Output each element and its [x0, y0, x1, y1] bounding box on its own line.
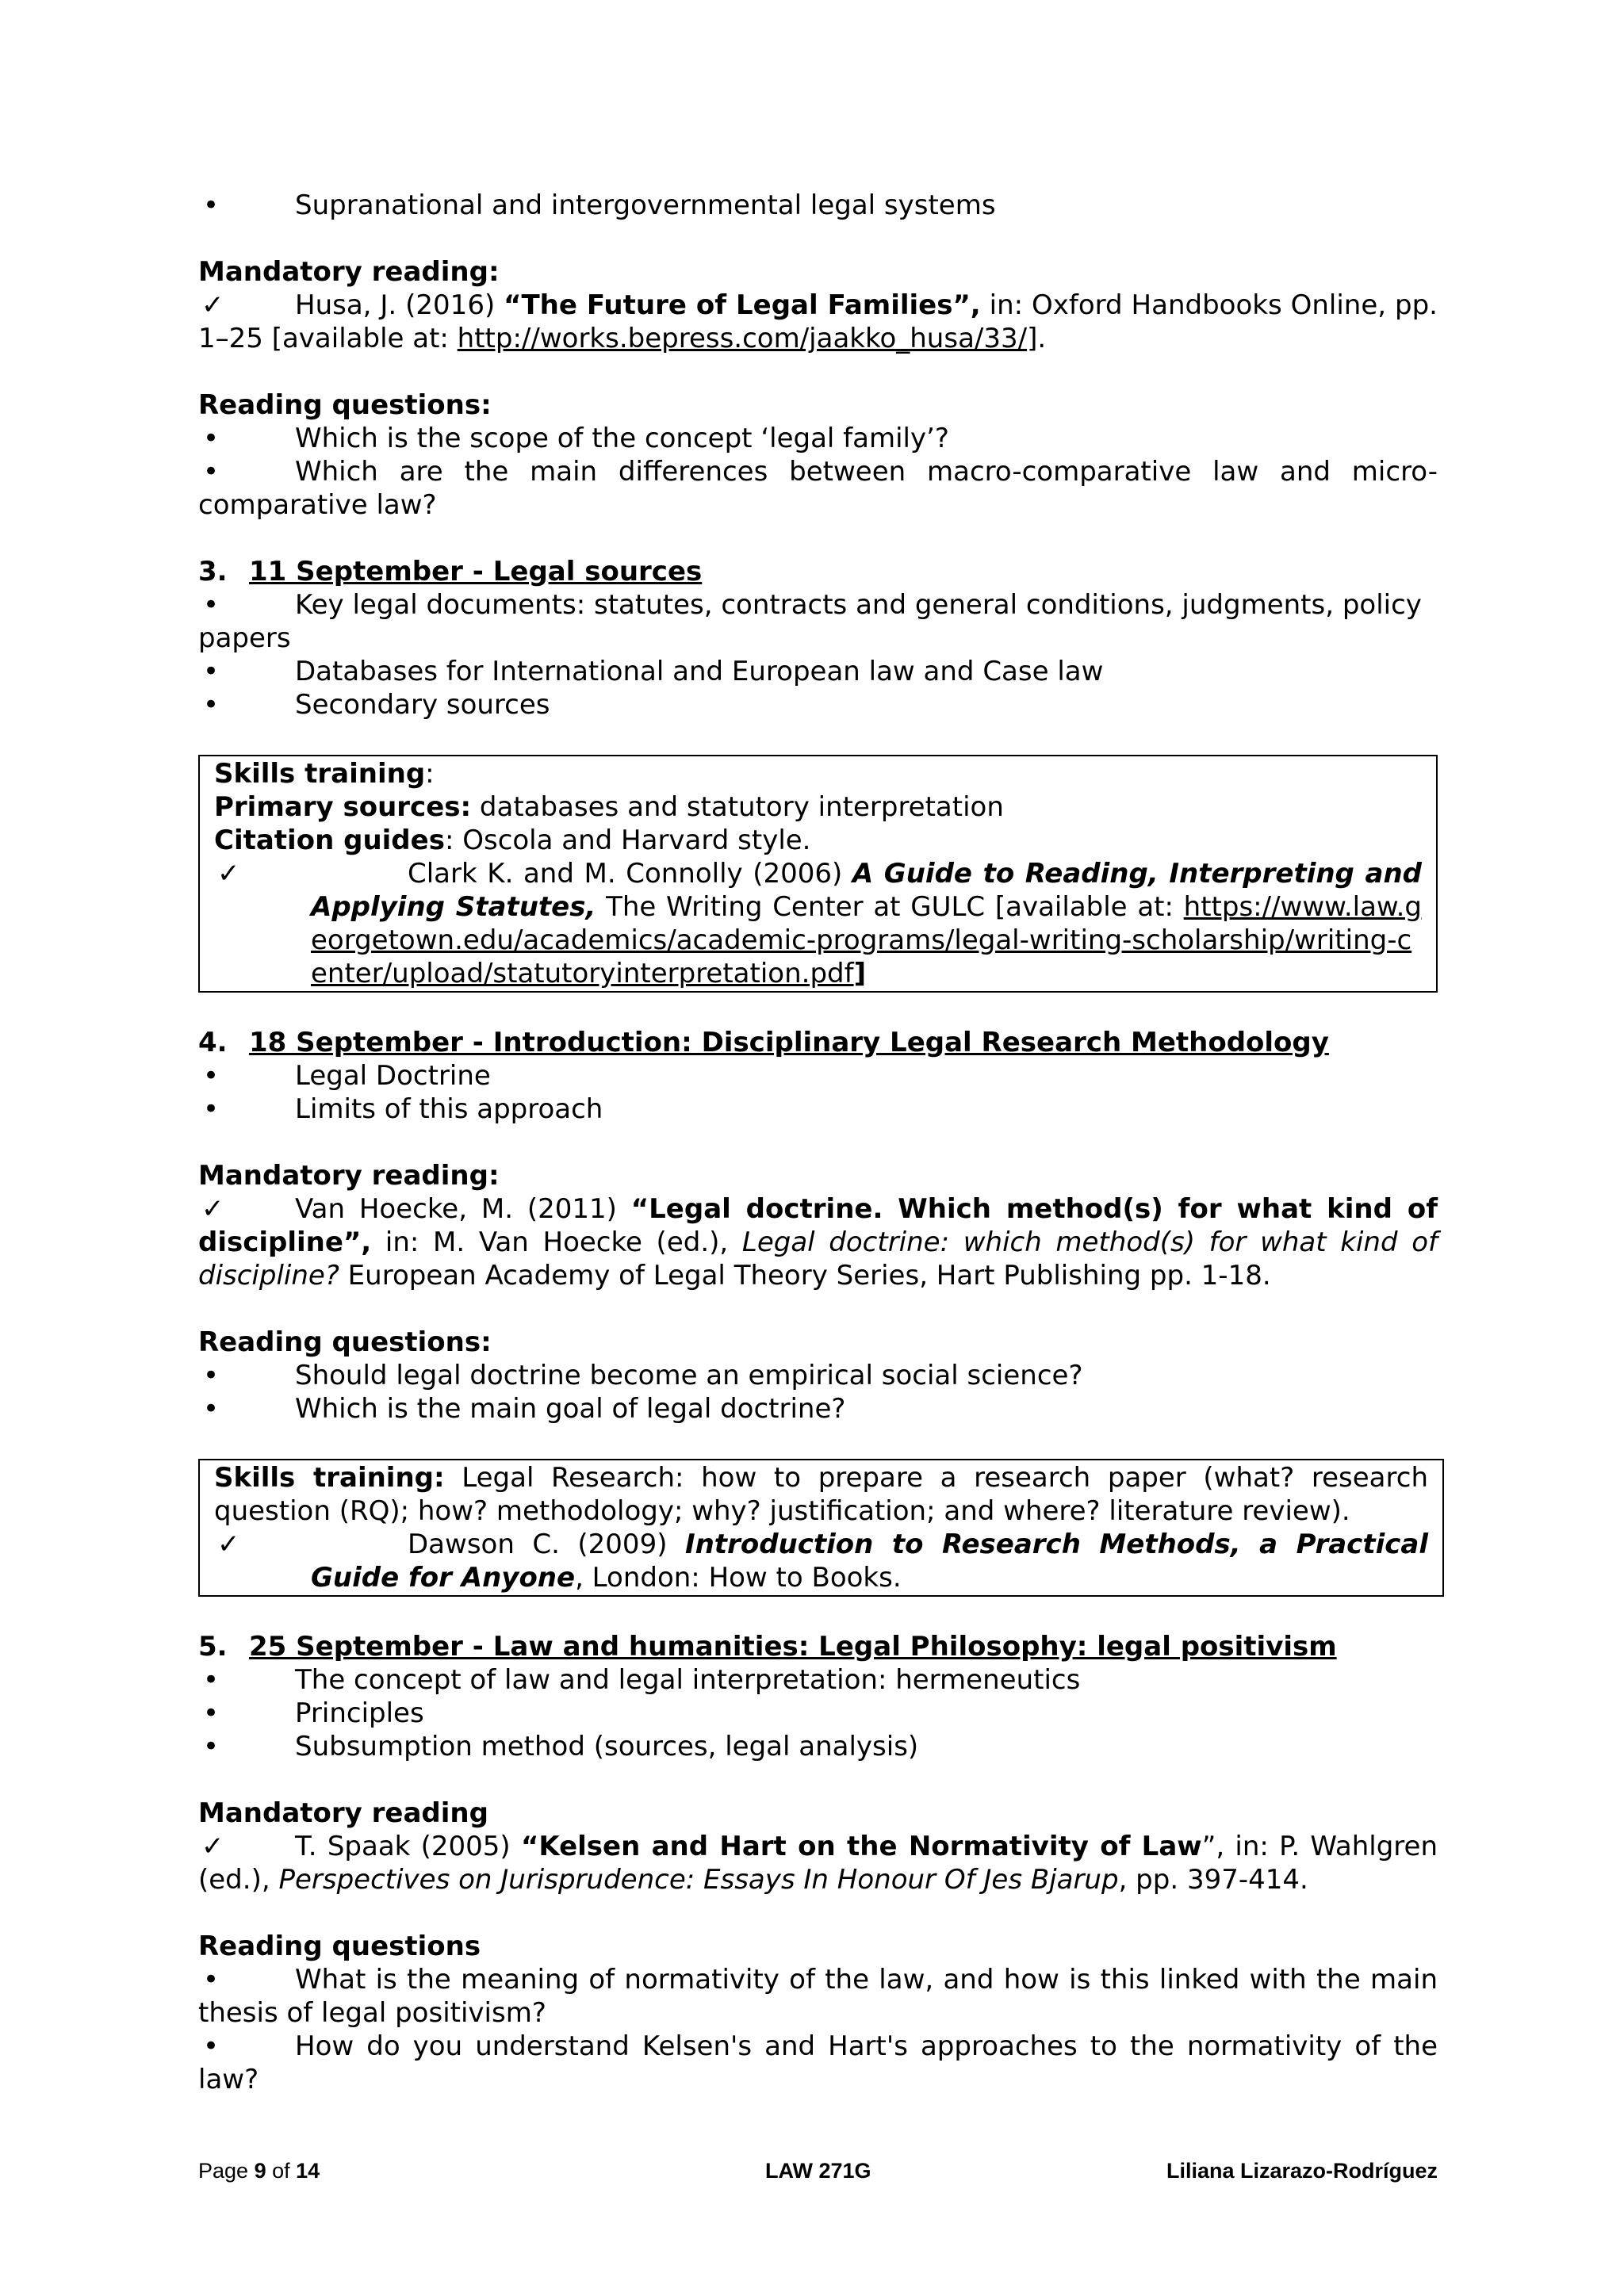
question-item: • Which is the main goal of legal doctrine?	[198, 1392, 1438, 1425]
reference-link[interactable]: http://works.bepress.com/jaakko_husa/33/	[457, 323, 1028, 354]
question-item: • How do you understand Kelsen's and Hart's approaches to the normativity of the law?	[198, 2030, 1438, 2096]
author-name: Liliana Lizarazo-Rodríguez	[1166, 2159, 1438, 2183]
checkmark-icon: ✓	[201, 289, 224, 321]
reading-reference: ✓ Husa, J. (2016) “The Future of Legal Families”, in: Oxford Handbooks Online, pp. 1–25 [available at: http://works.bepress.com/jaakko_husa/33/].	[198, 289, 1438, 354]
question-item: • What is the meaning of normativity of the law, and how is this linked with the main thesis of legal positivism?	[198, 1963, 1438, 2030]
document-page	[198, 189, 1438, 2096]
reading-questions-heading: Reading questions:	[198, 1326, 492, 1358]
course-code: LAW 271G	[765, 2159, 871, 2183]
bullet-item: • Legal Doctrine	[198, 1059, 1438, 1093]
mandatory-reading-heading: Mandatory reading:	[198, 256, 500, 288]
bullet-item: • Supranational and intergovernmental legal systems	[198, 189, 1438, 222]
skills-reference: ✓ Dawson C. (2009) Introduction to Research Methods, a Practical Guide for Anyone, London: How to Books.	[217, 1529, 1428, 1594]
bullet-item: • Limits of this approach	[198, 1093, 1438, 1126]
bullet-item: • Subsumption method (sources, legal analysis)	[198, 1730, 1438, 1763]
section-heading: 4. 18 September - Introduction: Disciplinary Legal Research Methodology	[198, 1027, 1329, 1058]
bullet-item: • The concept of law and legal interpretation: hermeneutics	[198, 1663, 1438, 1697]
question-item: • Which is the scope of the concept ‘legal family’?	[198, 422, 1438, 455]
section-heading: 3. 11 September - Legal sources	[198, 556, 703, 587]
primary-sources-line: Primary sources: databases and statutory interpretation	[214, 791, 1004, 823]
question-item: • Should legal doctrine become an empirical social science?	[198, 1359, 1438, 1392]
bullet-item: • Principles	[198, 1697, 1438, 1730]
skills-text: Skills training: Legal Research: how to prepare a research paper (what? research question (RQ); how? methodology; why? justification; and where? literature review).	[214, 1462, 1428, 1527]
question-item: • Which are the main differences between macro-comparative law and micro-comparative law?	[198, 455, 1438, 522]
page-number: Page 9 of 14	[198, 2159, 320, 2183]
skills-label: Skills training:	[214, 758, 435, 790]
skills-training-box	[198, 1459, 1444, 1597]
mandatory-reading-heading: Mandatory reading	[198, 1797, 488, 1829]
reference-link[interactable]: https://www.law.georgetown.edu/academics/academic-programs/legal-writing-scholarship/writing-center/upload/statutoryinterpretation.pdf	[311, 891, 1422, 989]
skills-reference: ✓ Clark K. and M. Connolly (2006) A Guide to Reading, Interpreting and Applying Statutes, The Writing Center at GULC [available at: https://www.law.georgetown.edu/academics/academic-programs/legal-writing-scholarship/writing-center/upload/statutoryinterpretation.pdf]	[217, 858, 1422, 989]
section-heading: 5. 25 September - Law and humanities: Legal Philosophy: legal positivism	[198, 1631, 1337, 1663]
bullet-item: • Key legal documents: statutes, contracts and general conditions, judgments, policy papers	[198, 588, 1438, 655]
bullet-item: • Secondary sources	[198, 688, 1438, 721]
skills-training-box	[198, 755, 1438, 993]
mandatory-reading-heading: Mandatory reading:	[198, 1160, 500, 1192]
reading-reference: ✓ Van Hoecke, M. (2011) “Legal doctrine. Which method(s) for what kind of discipline”, in: M. Van Hoecke (ed.), Legal doctrine: which method(s) for what kind of discipline? European Academy of Legal Theory Series, Hart Publishing pp. 1-18.	[198, 1193, 1438, 1292]
checkmark-icon: ✓	[201, 1193, 224, 1225]
page-footer	[198, 2155, 1438, 2187]
reading-questions-heading: Reading questions	[198, 1931, 481, 1962]
reading-reference: ✓ T. Spaak (2005) “Kelsen and Hart on the Normativity of Law”, in: P. Wahlgren (ed.), Perspectives on Jurisprudence: Essays In Honour Of Jes Bjarup, pp. 397-414.	[198, 1831, 1438, 1896]
checkmark-icon: ✓	[217, 858, 240, 890]
citation-guides-line: Citation guides: Oscola and Harvard style.	[214, 825, 811, 856]
bullet-item: • Databases for International and European law and Case law	[198, 655, 1438, 688]
checkmark-icon: ✓	[201, 1831, 224, 1862]
checkmark-icon: ✓	[217, 1529, 240, 1560]
reading-questions-heading: Reading questions:	[198, 389, 492, 421]
